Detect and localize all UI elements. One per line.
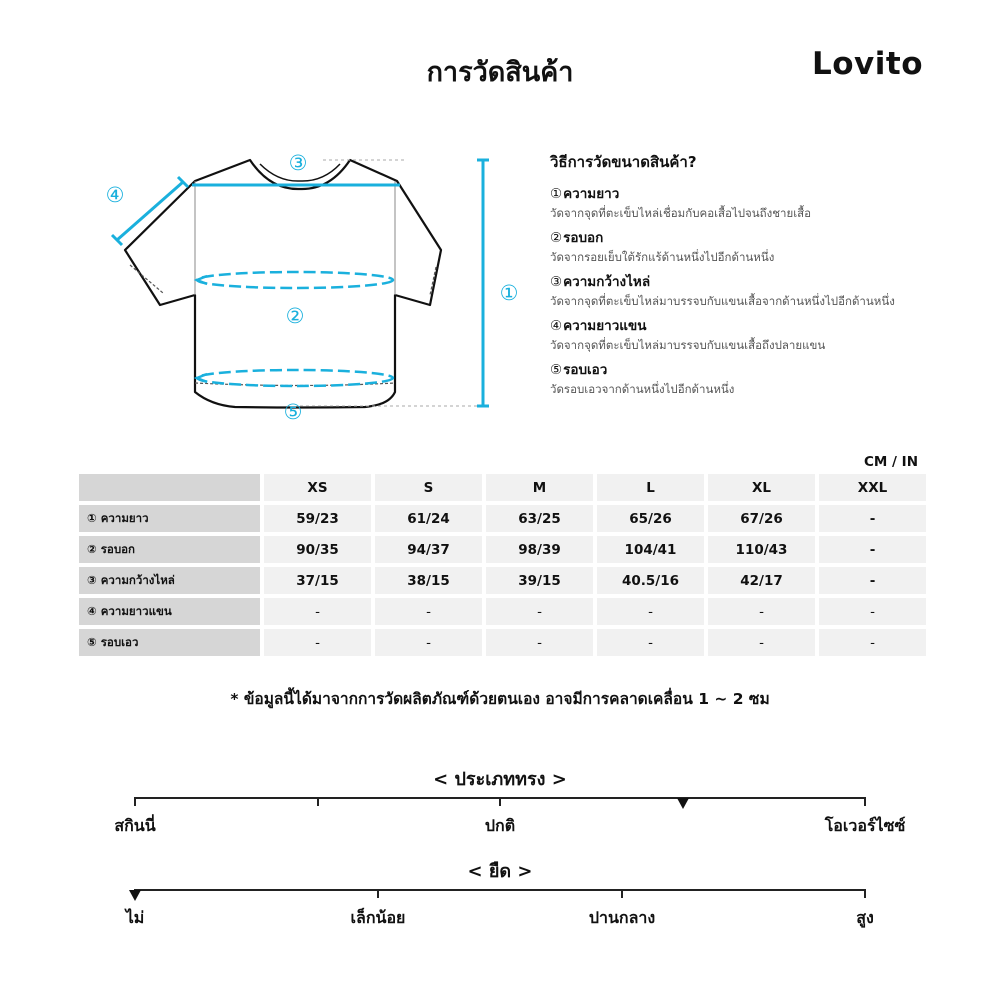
stretch-label-slight: เล็กน้อย: [350, 908, 406, 927]
guide-item-chest: [550, 228, 990, 266]
row-label-sleeve: ④ ความยาวแขน: [79, 598, 260, 625]
table-cell: -: [819, 598, 926, 625]
stretch-scale-tick: [377, 889, 379, 898]
guide-item-label: ความยาว: [563, 186, 620, 202]
table-row: [79, 505, 926, 532]
table-cell: 37/15: [264, 567, 371, 594]
table-cell: -: [264, 598, 371, 625]
guide-item-number: ①: [550, 186, 563, 202]
table-row: [79, 536, 926, 563]
size-header-l: L: [597, 474, 704, 501]
table-cell: 110/43: [708, 536, 815, 563]
marker-sleeve-length: ④: [105, 183, 125, 207]
table-cell: 90/35: [264, 536, 371, 563]
size-header-xs: XS: [264, 474, 371, 501]
table-cell: 65/26: [597, 505, 704, 532]
table-row: [79, 567, 926, 594]
stretch-scale-tick: [864, 889, 866, 898]
row-label-length: ① ความยาว: [79, 505, 260, 532]
guide-item-description: วัดรอบเอวจากด้านหนึ่งไปอีกด้านหนึ่ง: [550, 382, 735, 396]
table-cell: 104/41: [597, 536, 704, 563]
row-label-shoulder: ③ ความกว้างไหล่: [79, 567, 260, 594]
size-header-s: S: [375, 474, 482, 501]
table-cell: -: [597, 598, 704, 625]
guide-item-label: รอบเอว: [563, 362, 608, 378]
fit-scale-tick: [134, 797, 136, 806]
table-cell: -: [819, 536, 926, 563]
table-row: [79, 598, 926, 625]
stretch-scale-tick: [621, 889, 623, 898]
table-cell: -: [375, 598, 482, 625]
size-table-header: [79, 474, 926, 501]
guide-item-number: ②: [550, 230, 563, 246]
guide-item-description: วัดจากจุดที่ตะเข็บไหล่เชื่อมกับคอเสื้อไปจนถึงชายเสื้อ: [550, 206, 812, 220]
table-cell: -: [264, 629, 371, 656]
table-cell: 67/26: [708, 505, 815, 532]
table-cell: -: [819, 567, 926, 594]
stretch-scale-line: [135, 889, 866, 891]
table-cell: 42/17: [708, 567, 815, 594]
guide-item-length: [550, 184, 990, 222]
fit-scale-tick: [864, 797, 866, 806]
garment-diagram: [85, 130, 535, 440]
stretch-label-medium: ปานกลาง: [588, 908, 656, 927]
left-sleeve-hem: [130, 265, 163, 293]
size-header-xl: XL: [708, 474, 815, 501]
marker-length: ①: [499, 281, 519, 305]
guide-item-description: วัดจากจุดที่ตะเข็บไหล่มาบรรจบกับแขนเสื้อจากด้านหนึ่งไปอีกด้านหนึ่ง: [550, 294, 895, 308]
table-cell: 39/15: [486, 567, 593, 594]
fit-label-oversize: โอเวอร์ไซซ์: [824, 816, 906, 835]
tshirt-illustration: [85, 130, 535, 440]
stretch-scale-pointer: [129, 890, 141, 901]
fit-scale-title: < ประเภททรง >: [433, 769, 567, 790]
fit-scale-tick: [499, 797, 501, 806]
table-cell: 59/23: [264, 505, 371, 532]
page-title: การวัดสินค้า: [426, 57, 574, 88]
guide-item-waist: [550, 360, 990, 398]
marker-waist: ⑤: [283, 400, 303, 424]
stretch-label-none: ไม่: [125, 908, 145, 927]
size-table: [75, 470, 930, 660]
measurement-guide-title: วิธีการวัดขนาดสินค้า?: [550, 153, 697, 171]
guide-item-shoulder: [550, 272, 990, 310]
guide-item-number: ③: [550, 274, 563, 290]
table-cell: 94/37: [375, 536, 482, 563]
table-cell: -: [819, 629, 926, 656]
fit-scale-pointer: [677, 798, 689, 809]
table-cell: -: [486, 629, 593, 656]
row-label-chest: ② รอบอก: [79, 536, 260, 563]
row-label-waist: ⑤ รอบเอว: [79, 629, 260, 656]
guide-item-number: ④: [550, 318, 563, 334]
stretch-label-high: สูง: [856, 908, 874, 927]
size-table-corner: [79, 474, 260, 501]
table-cell: 40.5/16: [597, 567, 704, 594]
unit-label: CM / IN: [864, 454, 918, 470]
brand-logo: Lovito: [811, 46, 923, 82]
size-header-xxl: XXL: [819, 474, 926, 501]
table-row: [79, 629, 926, 656]
fit-label-skinny: สกินนี่: [114, 816, 156, 835]
table-cell: -: [486, 598, 593, 625]
guide-item-sleeve: [550, 316, 990, 354]
guide-item-description: วัดจากจุดที่ตะเข็บไหล่มาบรรจบกับแขนเสื้อถึงปลายแขน: [550, 338, 826, 352]
table-cell: -: [708, 598, 815, 625]
measurement-guide: [550, 150, 990, 404]
tshirt-outline: [125, 160, 441, 408]
guide-item-number: ⑤: [550, 362, 563, 378]
table-cell: 38/15: [375, 567, 482, 594]
table-cell: 61/24: [375, 505, 482, 532]
measurement-note: * ข้อมูลนี้ได้มาจากการวัดผลิตภัณฑ์ด้วยตนเอง อาจมีการคลาดเคลื่อน 1 ~ 2 ซม: [230, 690, 770, 708]
marker-shoulder-width: ③: [288, 151, 308, 175]
table-cell: -: [708, 629, 815, 656]
size-header-m: M: [486, 474, 593, 501]
table-cell: -: [375, 629, 482, 656]
fit-label-regular: ปกติ: [484, 816, 516, 835]
table-cell: 63/25: [486, 505, 593, 532]
guide-item-label: ความยาวแขน: [563, 318, 647, 334]
fit-scale-tick: [317, 797, 319, 806]
guide-item-label: รอบอก: [563, 230, 604, 246]
table-cell: -: [819, 505, 926, 532]
table-cell: 98/39: [486, 536, 593, 563]
guide-item-description: วัดจากรอยเย็บใต้รักแร้ด้านหนึ่งไปอีกด้านหนึ่ง: [550, 250, 775, 264]
marker-chest: ②: [285, 304, 305, 328]
guide-item-label: ความกว้างไหล่: [563, 274, 651, 290]
table-cell: -: [597, 629, 704, 656]
stretch-scale-title: < ยืด >: [467, 861, 533, 882]
